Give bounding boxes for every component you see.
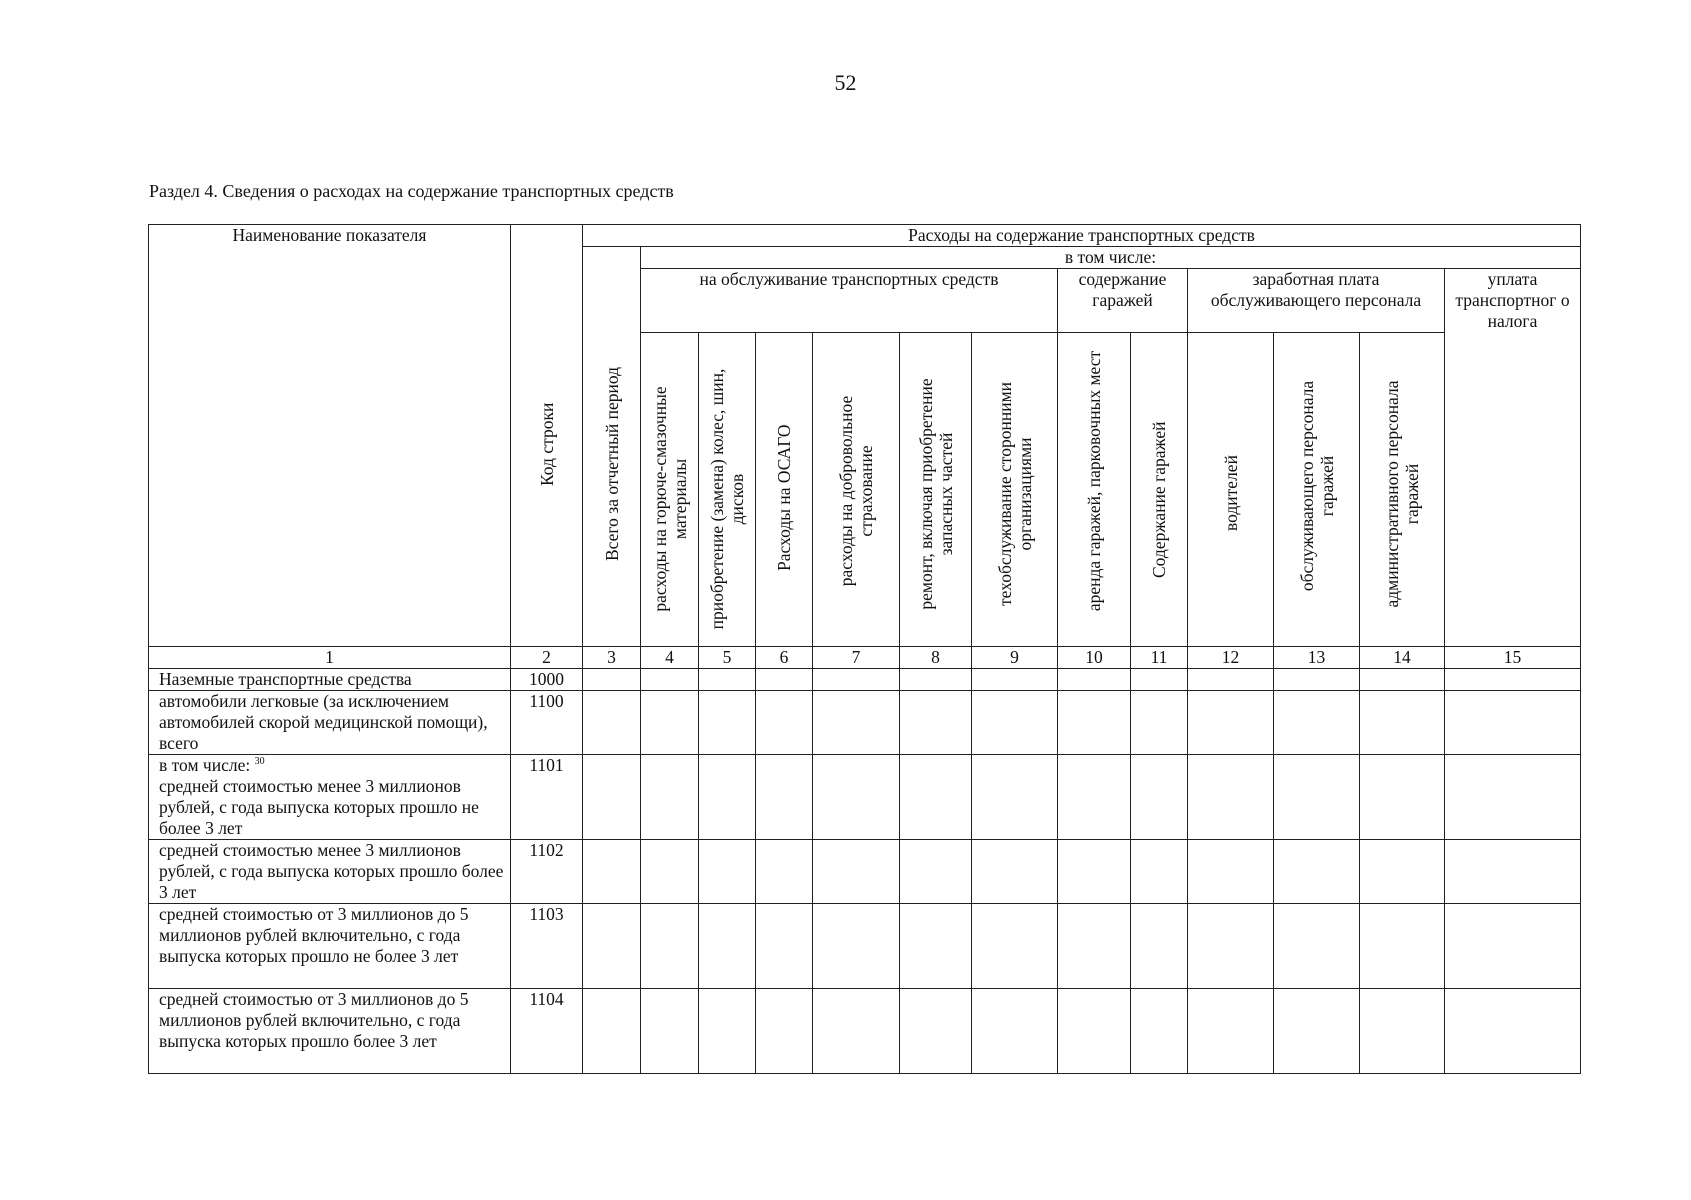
- header-col13-label: обслуживающего персонала гаражей: [1296, 380, 1337, 592]
- column-number: 4: [641, 647, 699, 669]
- column-number: 13: [1274, 647, 1360, 669]
- column-number: 6: [756, 647, 813, 669]
- row-code: 1103: [511, 904, 583, 989]
- header-col8-label: ремонт, включая приобретение запасных частей: [915, 378, 956, 610]
- row-name: [149, 755, 511, 840]
- column-numbers-row: [149, 647, 1581, 669]
- header-col14-label: административного персонала гаражей: [1382, 380, 1422, 608]
- header-col11-label: Содержание гаражей: [1149, 421, 1169, 578]
- table-row: [149, 669, 1581, 691]
- header-col4-label: расходы на горюче-смазочные материалы: [649, 386, 690, 612]
- header-maintenance-group: на обслуживание транспортных средств: [641, 269, 1058, 333]
- header-col5-label: приобретение (замена) колес, шин, дисков: [707, 368, 747, 630]
- footnote-marker: 30: [254, 756, 265, 768]
- header-indicator-name: Наименование показателя: [149, 225, 511, 647]
- table-row: [149, 840, 1581, 904]
- column-number: 3: [583, 647, 641, 669]
- header-tax-group: уплата транспортног о налога: [1445, 269, 1581, 647]
- header-col12-label: водителей: [1220, 455, 1241, 531]
- row-name: Наземные транспортные средства: [149, 669, 511, 691]
- row-name: средней стоимостью от 3 миллионов до 5 миллионов рублей включительно, с года выпуска которых прошло более 3 лет: [149, 989, 511, 1074]
- header-col6-label: Расходы на ОСАГО: [774, 424, 794, 571]
- row-code: 1100: [511, 691, 583, 755]
- table-row: [149, 989, 1581, 1074]
- column-number: 12: [1188, 647, 1274, 669]
- header-col10-label: аренда гаражей, парковочных мест: [1084, 350, 1104, 612]
- row-name: средней стоимостью от 3 миллионов до 5 миллионов рублей включительно, с года выпуска которых прошло не более 3 лет: [149, 904, 511, 989]
- table-row: [149, 691, 1581, 755]
- header-col8: [900, 333, 972, 647]
- row-name: автомобили легковые (за исключением автомобилей скорой медицинской помощи), всего: [149, 691, 511, 755]
- header-col6: [756, 333, 813, 647]
- column-number: 15: [1445, 647, 1581, 669]
- column-number: 1: [149, 647, 511, 669]
- column-number: 10: [1058, 647, 1131, 669]
- row-name-text: средней стоимостью менее 3 миллионов рублей, с года выпуска которых прошло не более 3 лет: [159, 776, 479, 838]
- table-row: [149, 904, 1581, 989]
- column-number: 9: [972, 647, 1058, 669]
- table-row: [149, 755, 1581, 840]
- header-col12: [1188, 333, 1274, 647]
- header-total-period: [583, 247, 641, 647]
- header-col7-label: расходы на добровольное страхование: [836, 395, 876, 587]
- header-col10: [1058, 333, 1131, 647]
- header-col4: [641, 333, 699, 647]
- header-garage-group: содержание гаражей: [1058, 269, 1188, 333]
- column-number: 2: [511, 647, 583, 669]
- section-title: Раздел 4. Сведения о расходах на содержание транспортных средств: [149, 181, 674, 201]
- header-col11: [1131, 333, 1188, 647]
- column-number: 7: [813, 647, 900, 669]
- column-number: 14: [1360, 647, 1445, 669]
- column-number: 11: [1131, 647, 1188, 669]
- row-name: средней стоимостью менее 3 миллионов рублей, с года выпуска которых прошло более 3 лет: [149, 840, 511, 904]
- header-expenses-title: Расходы на содержание транспортных средств: [583, 225, 1581, 247]
- header-col5: [699, 333, 756, 647]
- header-col7: [813, 333, 900, 647]
- header-col9: [972, 333, 1058, 647]
- page-number: 52: [834, 70, 857, 95]
- header-col9-label: техобслуживание сторонними организациями: [994, 381, 1035, 607]
- row-code: 1102: [511, 840, 583, 904]
- row-code: 1101: [511, 755, 583, 840]
- column-number: 8: [900, 647, 972, 669]
- row-code: 1104: [511, 989, 583, 1074]
- header-total-period-label: Всего за отчетный период: [601, 367, 622, 561]
- header-col13: [1274, 333, 1360, 647]
- header-row-code-label: Код строки: [536, 402, 557, 486]
- header-row-code: [511, 225, 583, 647]
- column-number: 5: [699, 647, 756, 669]
- expenses-table: [148, 224, 1581, 1074]
- row-name-prefix: в том числе:: [159, 755, 251, 775]
- header-salary-group: заработная плата обслуживающего персонала: [1188, 269, 1445, 333]
- header-including: в том числе:: [641, 247, 1581, 269]
- row-code: 1000: [511, 669, 583, 691]
- header-col14: [1360, 333, 1445, 647]
